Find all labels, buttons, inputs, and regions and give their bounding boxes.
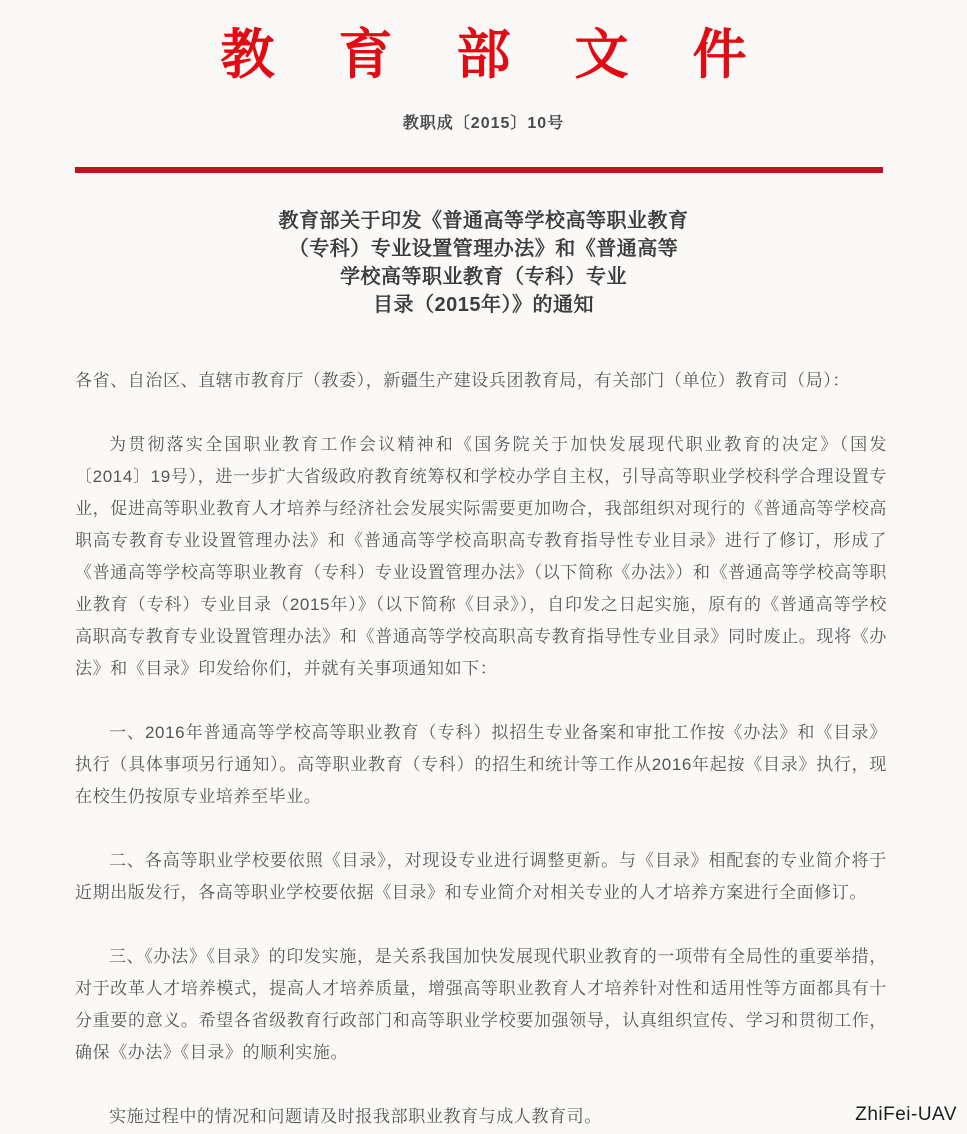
document-body [75, 365, 887, 1133]
red-divider-rule [75, 167, 883, 173]
doc-reference-number: 教职成〔2015〕10号 [402, 115, 565, 132]
agency-masthead-title: 教育部文件 [220, 25, 811, 85]
notice-title-line-3: 学校高等职业教育（专科）专业 [340, 266, 627, 288]
notice-title [0, 207, 967, 319]
body-paragraph: 一、2016年普通高等学校高等职业教育（专科）拟招生专业备案和审批工作按《办法》和《目录》执行（具体事项另行通知）。高等职业教育（专科）的招生和统计等工作从2016年起按《目录》执行，现在校生仍按原专业培养至毕业。 [75, 723, 887, 806]
watermark-label: ZhiFei-UAV [855, 1104, 957, 1125]
body-paragraph: 二、各高等职业学校要依照《目录》，对现设专业进行调整更新。与《目录》相配套的专业简介将于近期出版发行，各高等职业学校要依据《目录》和专业简介对相关专业的人才培养方案进行全面修订。 [75, 851, 887, 902]
notice-title-line-2: （专科）专业设置管理办法》和《普通高等 [288, 238, 679, 260]
body-paragraph: 三、《办法》《目录》的印发实施，是关系我国加快发展现代职业教育的一项带有全局性的重要举措，对于改革人才培养模式，提高人才培养质量，增强高等职业教育人才培养针对性和适用性等方面都具有十分重要的意义。希望各省级教育行政部门和高等职业学校要加强领导，认真组织宣传、学习和贯彻工作，确保《办法》《目录》的顺利实施。 [75, 947, 887, 1062]
body-paragraph: 为贯彻落实全国职业教育工作会议精神和《国务院关于加快发展现代职业教育的决定》（国发〔2014〕19号），进一步扩大省级政府教育统筹权和学校办学自主权，引导高等职业学校科学合理设置专业，促进高等职业教育人才培养与经济社会发展实际需要更加吻合，我部组织对现行的《普通高等学校高职高专教育专业设置管理办法》和《普通高等学校高职高专教育指导性专业目录》进行了修订，形成了《普通高等学校高等职业教育（专科）专业设置管理办法》（以下简称《办法》）和《普通高等学校高等职业教育（专科）专业目录（2015年）》（以下简称《目录》），自印发之日起实施，原有的《普通高等学校高职高专教育专业设置管理办法》和《普通高等学校高职高专教育指导性专业目录》同时废止。现将《办法》和《目录》印发给你们，并就有关事项通知如下： [75, 435, 887, 678]
salutation-line: 各省、自治区、直辖市教育厅（教委），新疆生产建设兵团教育局，有关部门（单位）教育司（局）： [75, 371, 850, 390]
body-paragraph: 实施过程中的情况和问题请及时报我部职业教育与成人教育司。 [109, 1107, 602, 1126]
notice-title-line-4: 目录（2015年）》的通知 [373, 294, 594, 316]
notice-title-line-1: 教育部关于印发《普通高等学校高等职业教育 [278, 210, 689, 232]
